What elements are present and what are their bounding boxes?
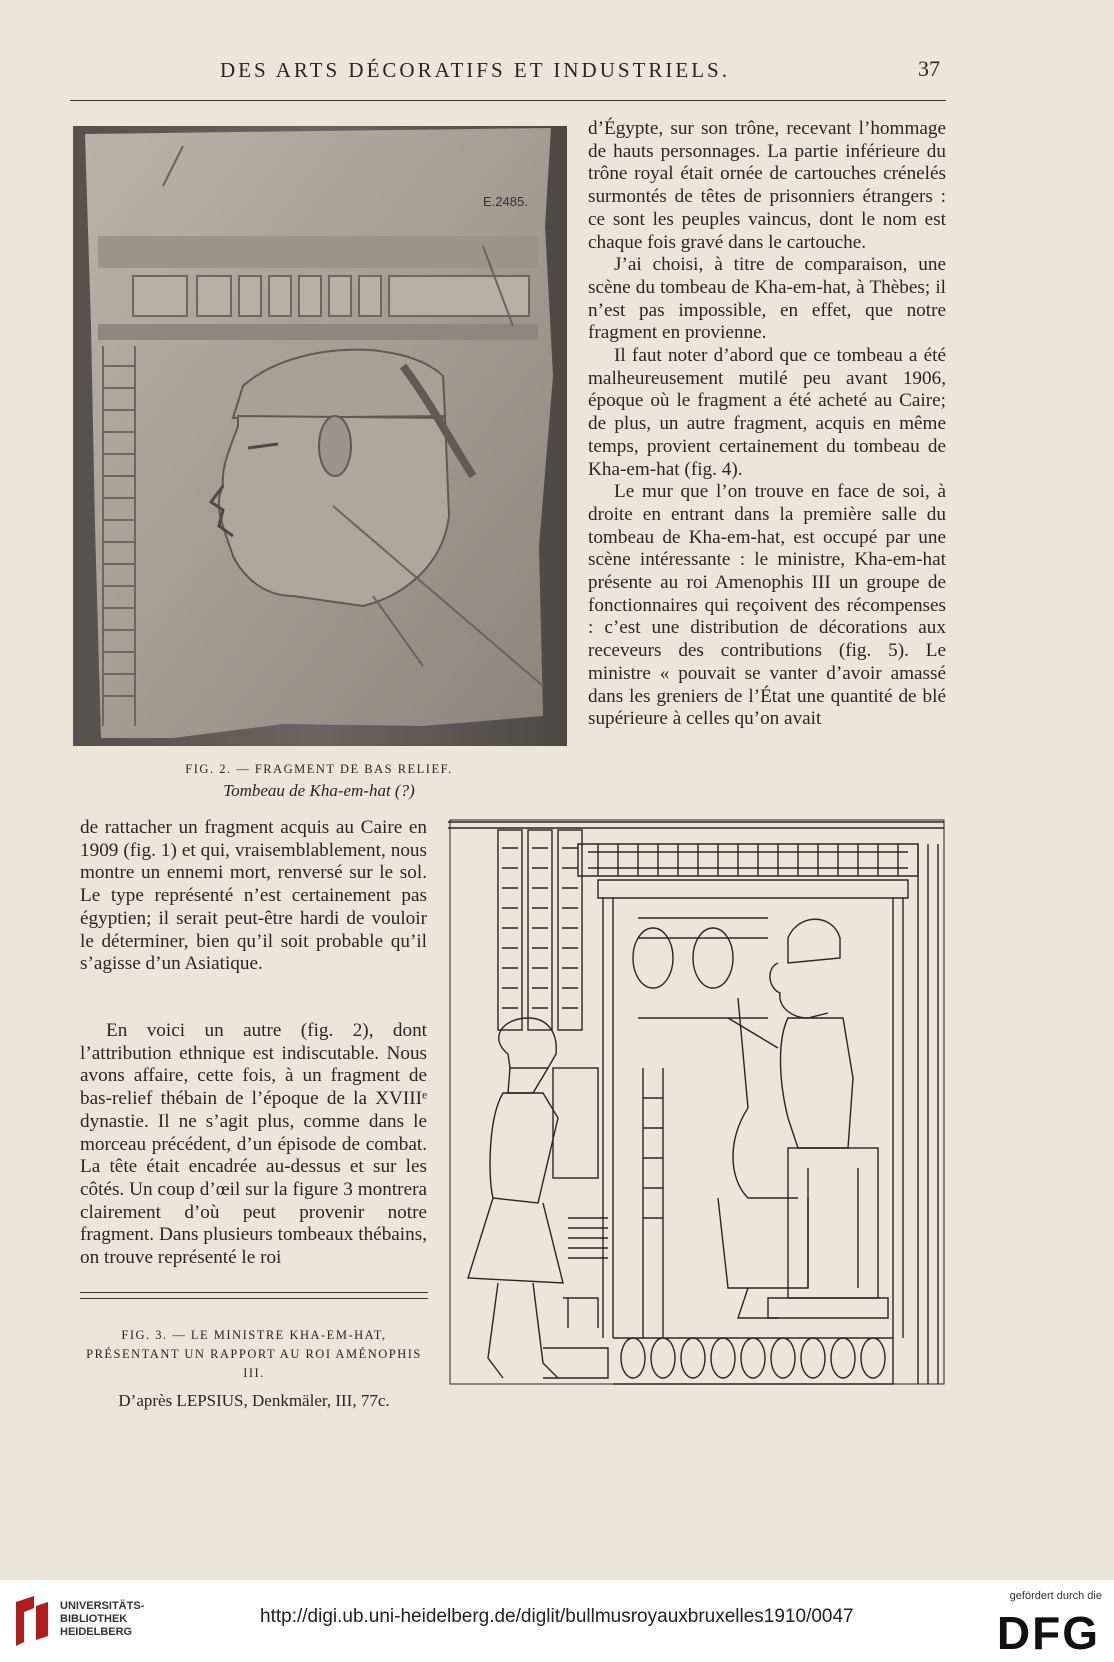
dfg-logo: DFG xyxy=(996,1607,1100,1659)
relief-fragment-image xyxy=(73,126,567,746)
university-library-logo-icon xyxy=(10,1592,54,1650)
paragraph: J’ai choisi, à titre de comparaison, une scène du tombeau de Kha-em-hat, à Thèbes; il n’est pas impossible, en effet, que notre fragment en provienne. xyxy=(588,254,946,344)
digitization-footer xyxy=(0,1580,1114,1662)
source-url[interactable]: http://digi.ub.uni-heidelberg.de/diglit/bullmusroyauxbruxelles1910/0047 xyxy=(260,1606,854,1627)
inventory-label: E.2485. xyxy=(483,194,528,209)
paragraph: Il faut noter d’abord que ce tombeau a été malheureusement mutilé peu avant 1906, époque où le fragment a été acheté au Caire; de plus, un autre fragment, acquis en même temps, provient certainement du tombeau de Kha-em-hat (fig. 4). xyxy=(588,345,946,480)
figure-3-rule-top xyxy=(80,1292,428,1293)
library-name: UNIVERSITÄTS- BIBLIOTHEK HEIDELBERG xyxy=(60,1600,145,1638)
tomb-scene-drawing xyxy=(448,818,948,1388)
figure-3-caption-title: FIG. 3. — LE MINISTRE KHA-EM-HAT, PRÉSENTANT UN RAPPORT AU ROI AMÉNOPHIS III. xyxy=(86,1328,422,1380)
page-number: 37 xyxy=(918,56,940,81)
figure-2-caption xyxy=(70,762,568,801)
figure-3-line-drawing xyxy=(448,818,948,1388)
figure-2-photograph xyxy=(73,126,567,746)
running-head xyxy=(70,58,940,88)
paragraph: En voici un autre (fig. 2), dont l’attribution ethnique est indiscutable. Nous avons affaire, cette fois, à un fragment de bas-relief thébain de l’époque de la XVIIIᵉ dynastie. Il ne s’agit plus, comme dans le morceau précédent, d’un épisode de combat. La tête était encadrée au-dessus et sur les côtés. Un coup d’œil sur la figure 3 montrera clairement d’où peut provenir notre fragment. Dans plusieurs tombeaux thébains, on trouve représenté le roi xyxy=(80,1020,427,1269)
running-title: DES ARTS DÉCORATIFS ET INDUSTRIELS. xyxy=(220,58,730,82)
right-column-text xyxy=(588,118,946,731)
left-column-text-1 xyxy=(80,817,427,976)
figure-3-rule-bottom xyxy=(80,1298,428,1299)
figure-2-caption-title: FIG. 2. — FRAGMENT DE BAS RELIEF. xyxy=(185,762,453,776)
funding-note: gefördert durch die xyxy=(1009,1590,1102,1602)
paragraph: de rattacher un fragment acquis au Caire en 1909 (fig. 1) et qui, vraisemblablement, nous montre un ennemi mort, renversé sur le sol. Le type représenté n’est certainement pas égyptien; il serait peut-être hardi de vouloir le déterminer, bien qu’il soit probable qu’il s’agisse d’un Asiatique. xyxy=(80,817,427,975)
paragraph: Le mur que l’on trouve en face de soi, à droite en entrant dans la première salle du tombeau de Kha-em-hat, est occupé par une scène intéressante : le ministre, Kha-em-hat présente au roi Amenophis III un groupe de fonctionnaires qui reçoivent des récompenses : c’est une distribution de décorations aux receveurs des contributions (fig. 5). Le ministre « pouvait se vanter d’avoir amassé dans les greniers de l’État une quantité de blé supérieure à celles qu’on avait xyxy=(588,481,946,730)
left-column-text-2 xyxy=(80,1020,427,1270)
paragraph: d’Égypte, sur son trône, recevant l’hommage de hauts personnages. La partie inférieure du trône royal était ornée de cartouches crénelés surmontés de têtes de prisonniers étrangers : ce sont les peuples vaincus, dont le nom est chaque fois gravé dans le cartouche. xyxy=(588,118,946,253)
figure-3-caption-source: D’après LEPSIUS, Denkmäler, III, 77c. xyxy=(118,1391,390,1410)
figure-2-caption-subtitle: Tombeau de Kha-em-hat (?) xyxy=(223,781,415,800)
header-rule xyxy=(70,100,946,101)
figure-3-caption xyxy=(80,1326,428,1411)
